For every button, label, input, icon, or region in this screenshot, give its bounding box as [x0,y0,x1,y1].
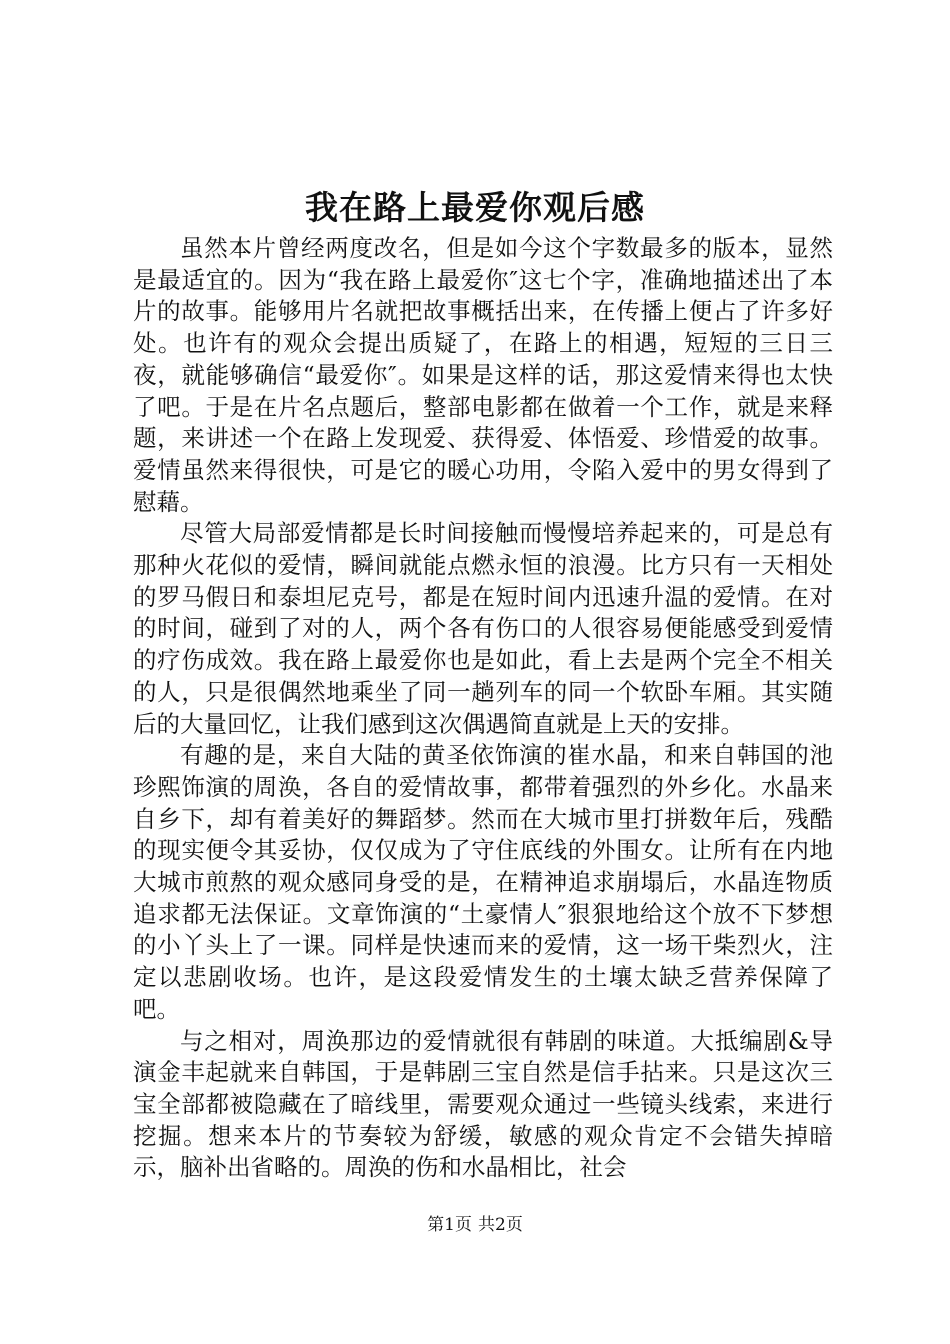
document-body [133,233,833,1184]
paragraph-1: 虽然本片曾经两度改名，但是如今这个字数最多的版本，显然是最适宜的。因为“我在路上最爱你″这七个字，准确地描述出了本片的故事。能够用片名就把故事概括出来，在传播上便占了许多好处。也许有的观众会提出质疑了，在路上的相遇，短短的三日三夜，就能够确信“最爱你″。如果是这样的话，那这爱情来得也太快了吧。于是在片名点题后，整部电影都在做着一个工作，就是来释题，来讲述一个在路上发现爱、获得爱、体悟爱、珍惜爱的故事。爱情虽然来得很快，可是它的暖心功用，令陷入爱中的男女得到了慰藉。 [133,234,833,516]
paragraph-3: 有趣的是，来自大陆的黄圣依饰演的崔水晶，和来自韩国的池珍熙饰演的周涣，各自的爱情故事，都带着强烈的外乡化。水晶来自乡下，却有着美好的舞蹈梦。然而在大城市里打拼数年后，残酷的现实便令其妥协，仅仅成为了守住底线的外围女。让所有在内地大城市煎熬的观众感同身受的是，在精神追求崩塌后，水晶连物质追求都无法保证。文章饰演的“土豪情人″狠狠地给这个放不下梦想的小丫头上了一课。同样是快速而来的爱情，这一场干柴烈火，注定以悲剧收场。也许，是这段爱情发生的土壤太缺乏营养保障了吧。 [133,741,833,1023]
paragraph-2: 尽管大局部爱情都是长时间接触而慢慢培养起来的，可是总有那种火花似的爱情，瞬间就能点燃永恒的浪漫。比方只有一天相处的罗马假日和泰坦尼克号，都是在短时间内迅速升温的爱情。在对的时间，碰到了对的人，两个各有伤口的人很容易便能感受到爱情的疗伤成效。我在路上最爱你也是如此，看上去是两个完全不相关的人，只是很偶然地乘坐了同一趟列车的同一个软卧车厢。其实随后的大量回忆，让我们感到这次偶遇简直就是上天的安排。 [133,519,833,738]
page-number: 第1页 [427,1215,472,1235]
page-footer [0,1213,950,1237]
page-total: 共2页 [478,1215,523,1235]
paragraph-4: 与之相对，周涣那边的爱情就很有韩剧的味道。大抵编剧&导演金丰起就来自韩国，于是韩剧三宝自然是信手拈来。只是这次三宝全部都被隐藏在了暗线里，需要观众通过一些镜头线索，来进行挖掘。想来本片的节奏较为舒缓，敏感的观众肯定不会错失掉暗示，脑补出省略的。周涣的伤和水晶相比，社会 [133,1026,833,1182]
document-title: 我在路上最爱你观后感 [305,188,645,227]
